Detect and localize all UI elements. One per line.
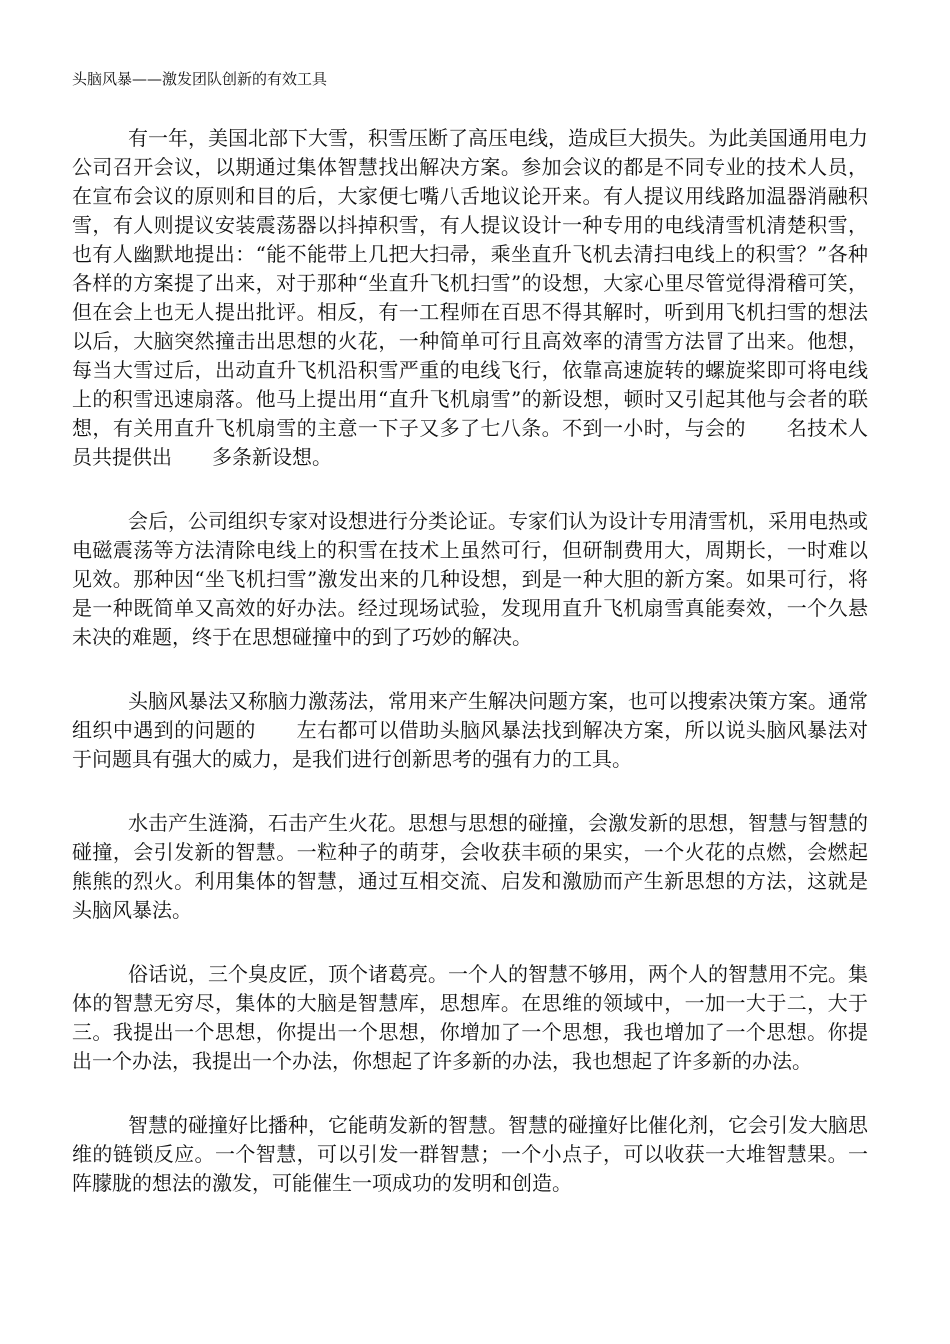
paragraph-expert-review: 会后，公司组织专家对设想进行分类论证。专家们认为设计专用清雪机，采用电热或电磁震荡等方法清除电线上的积雪在技术上虽然可行，但研制费用大，周期长，一时难以见效。那种因“坐飞机扫雪”激发出来的几种设想，到是一种大胆的新方案。如果可行，将是一种既简单又高效的好办法。经过现场试验，发现用直升飞机扇雪真能奏效，一个久悬未决的难题，终于在思想碰撞中的到了巧妙的解决。 [72, 509, 868, 649]
running-header: 头脑风暴——激发团队创新的有效工具 [72, 70, 328, 88]
paragraph-proverb: 俗话说，三个臭皮匠，顶个诸葛亮。一个人的智慧不够用，两个人的智慧用不完。集体的智慧无穷尽，集体的大脑是智慧库，思想库。在思维的领域中，一加一大于二，大于三。我提出一个思想，你提出一个思想，你增加了一个思想，我也增加了一个思想。你提出一个办法，我提出一个办法，你想起了许多新的办法，我也想起了许多新的办法。 [72, 962, 868, 1073]
paragraph-helicopter-story: 有一年，美国北部下大雪，积雪压断了高压电线，造成巨大损失。为此美国通用电力公司召开会议，以期通过集体智慧找出解决方案。参加会议的都是不同专业的技术人员，在宣布会议的原则和目的后，大家便七嘴八舌地议论开来。有人提议用线路加温器消融积雪，有人则提议安装震荡器以抖掉积雪，有人提议设计一种专用的电线清雪机清楚积雪，也有人幽默地提出：“能不能带上几把大扫帚，乘坐直升飞机去清扫电线上的积雪？”各种各样的方案提了出来，对于那种“坐直升飞机扫雪”的设想，大家心里尽管觉得滑稽可笑，但在会上也无人提出批评。相反，有一工程师在百思不得其解时，听到用飞机扫雪的想法以后，大脑突然撞击出思想的火花，一种简单可行且高效率的清雪方法冒了出来。他想，每当大雪过后，出动直升飞机沿积雪严重的电线飞行，依靠高速旋转的螺旋桨即可将电线上的积雪迅速扇落。他马上提出用“直升飞机扇雪”的新设想，顿时又引起其他与会者的联想，有关用直升飞机扇雪的主意一下子又多了七八条。不到一小时，与会的 名技术人员共提供出 多条新设想。 [72, 126, 868, 469]
paragraph-sparks: 水击产生涟漪，石击产生火花。思想与思想的碰撞，会激发新的思想，智慧与智慧的碰撞，会引发新的智慧。一粒种子的萌芽，会收获丰硕的果实，一个火花的点燃，会燃起熊熊的烈火。利用集体的智慧，通过互相交流、启发和激励而产生新思想的方法，这就是头脑风暴法。 [72, 811, 868, 922]
document-body [72, 124, 868, 1231]
paragraph-wisdom-collision: 智慧的碰撞好比播种，它能萌发新的智慧。智慧的碰撞好比催化剂，它会引发大脑思维的链锁反应。一个智慧，可以引发一群智慧；一个小点子，可以收获一大堆智慧果。一阵朦胧的想法的激发，可能催生一项成功的发明和创造。 [72, 1113, 868, 1195]
paragraph-brainstorm-definition: 头脑风暴法又称脑力激荡法，常用来产生解决问题方案，也可以搜索决策方案。通常组织中遇到的问题的 左右都可以借助头脑风暴法找到解决方案，所以说头脑风暴法对于问题具有强大的威力，是我们进行创新思考的强有力的工具。 [72, 689, 868, 771]
